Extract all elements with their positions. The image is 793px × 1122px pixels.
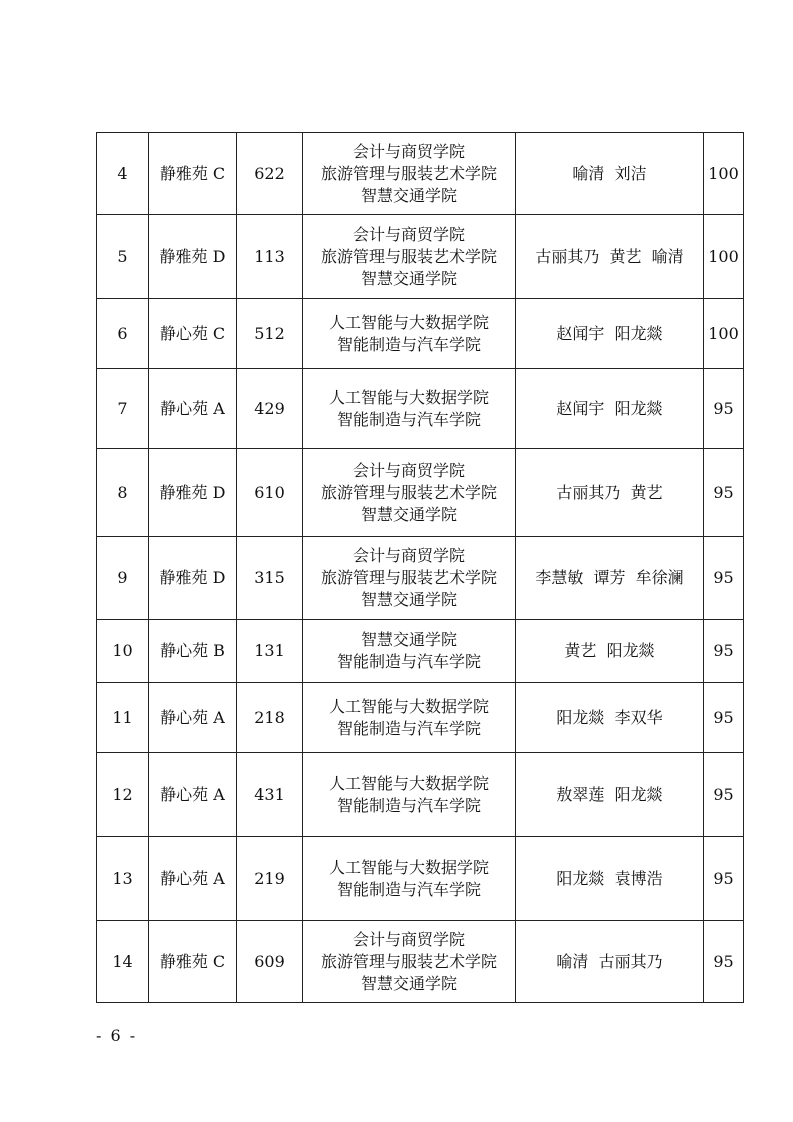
row-number-cell: 4 [97,133,149,215]
score-cell: 100 [704,133,744,215]
building-cell: 静心苑 A [149,837,237,921]
college-name: 会计与商贸学院 [352,929,465,949]
college-name: 旅游管理与服装艺术学院 [320,482,497,502]
teachers-cell: 喻清 古丽其乃 [516,921,704,1003]
score-cell: 95 [704,449,744,537]
college-name: 智能制造与汽车学院 [336,334,481,354]
colleges-cell [303,753,516,837]
teachers-cell: 黄艺 阳龙燚 [516,620,704,683]
row-number-cell: 10 [97,620,149,683]
table-row [97,837,744,921]
row-number-cell: 6 [97,299,149,369]
row-number-cell: 13 [97,837,149,921]
room-number-cell: 429 [237,369,303,449]
table-row [97,449,744,537]
room-number-cell: 113 [237,215,303,299]
row-number-cell: 7 [97,369,149,449]
score-cell: 95 [704,683,744,753]
colleges-cell [303,537,516,620]
building-cell: 静雅苑 D [149,449,237,537]
score-cell: 100 [704,215,744,299]
room-number-cell: 219 [237,837,303,921]
building-cell: 静雅苑 D [149,537,237,620]
teachers-cell: 阳龙燚 李双华 [516,683,704,753]
score-cell: 95 [704,369,744,449]
college-name: 人工智能与大数据学院 [328,696,489,716]
college-name: 会计与商贸学院 [352,141,465,161]
table-row [97,921,744,1003]
teachers-cell: 喻清 刘洁 [516,133,704,215]
score-cell: 95 [704,620,744,683]
teachers-cell: 敖翠莲 阳龙燚 [516,753,704,837]
score-cell: 100 [704,299,744,369]
college-name: 智慧交通学院 [360,590,457,609]
colleges-cell [303,133,516,215]
college-name: 旅游管理与服装艺术学院 [320,163,497,183]
colleges-cell [303,620,516,683]
teachers-cell: 李慧敏 谭芳 牟徐澜 [516,537,704,620]
building-cell: 静雅苑 D [149,215,237,299]
college-name: 智慧交通学院 [360,504,457,524]
teachers-cell: 古丽其乃 黄艺 [516,449,704,537]
college-name: 智能制造与汽车学院 [336,795,481,815]
row-number-cell: 11 [97,683,149,753]
colleges-cell [303,369,516,449]
table-row [97,683,744,753]
dormitory-score-table-container [96,132,743,1003]
building-cell: 静雅苑 C [149,921,237,1003]
table-row [97,753,744,837]
teachers-cell: 阳龙燚 袁博浩 [516,837,704,921]
colleges-cell [303,215,516,299]
college-name: 智能制造与汽车学院 [336,652,481,671]
row-number-cell: 12 [97,753,149,837]
college-name: 智能制造与汽车学院 [336,409,481,429]
building-cell: 静心苑 C [149,299,237,369]
colleges-cell [303,299,516,369]
table-row [97,537,744,620]
score-cell: 95 [704,921,744,1003]
building-cell: 静心苑 A [149,683,237,753]
room-number-cell: 512 [237,299,303,369]
colleges-cell [303,921,516,1003]
building-cell: 静心苑 A [149,369,237,449]
room-number-cell: 622 [237,133,303,215]
colleges-cell [303,683,516,753]
table-row [97,369,744,449]
row-number-cell: 14 [97,921,149,1003]
room-number-cell: 131 [237,620,303,683]
college-name: 人工智能与大数据学院 [328,312,489,332]
college-name: 人工智能与大数据学院 [328,387,489,407]
room-number-cell: 609 [237,921,303,1003]
row-number-cell: 8 [97,449,149,537]
table-body [97,133,744,1003]
colleges-cell [303,837,516,921]
room-number-cell: 610 [237,449,303,537]
college-name: 智慧交通学院 [360,185,457,205]
row-number-cell: 5 [97,215,149,299]
building-cell: 静心苑 B [149,620,237,683]
college-name: 智慧交通学院 [360,630,457,649]
building-cell: 静雅苑 C [149,133,237,215]
room-number-cell: 315 [237,537,303,620]
colleges-cell [303,449,516,537]
room-number-cell: 431 [237,753,303,837]
college-name: 会计与商贸学院 [352,546,465,565]
teachers-cell: 赵闻宇 阳龙燚 [516,369,704,449]
score-cell: 95 [704,753,744,837]
building-cell: 静心苑 A [149,753,237,837]
college-name: 旅游管理与服装艺术学院 [320,951,497,971]
table-row [97,299,744,369]
college-name: 人工智能与大数据学院 [328,773,489,793]
score-cell: 95 [704,537,744,620]
college-name: 旅游管理与服装艺术学院 [320,568,497,587]
college-name: 会计与商贸学院 [352,224,465,244]
row-number-cell: 9 [97,537,149,620]
table-row [97,215,744,299]
teachers-cell: 赵闻宇 阳龙燚 [516,299,704,369]
college-name: 会计与商贸学院 [352,460,465,480]
table-row [97,620,744,683]
teachers-cell: 古丽其乃 黄艺 喻清 [516,215,704,299]
college-name: 人工智能与大数据学院 [328,857,489,877]
table-row [97,133,744,215]
room-number-cell: 218 [237,683,303,753]
score-cell: 95 [704,837,744,921]
college-name: 智慧交通学院 [360,268,457,288]
page-number: - 6 - [96,1026,138,1045]
dormitory-score-table [96,132,744,1003]
college-name: 旅游管理与服装艺术学院 [320,246,497,266]
college-name: 智能制造与汽车学院 [336,879,481,899]
college-name: 智慧交通学院 [360,973,457,993]
college-name: 智能制造与汽车学院 [336,718,481,738]
